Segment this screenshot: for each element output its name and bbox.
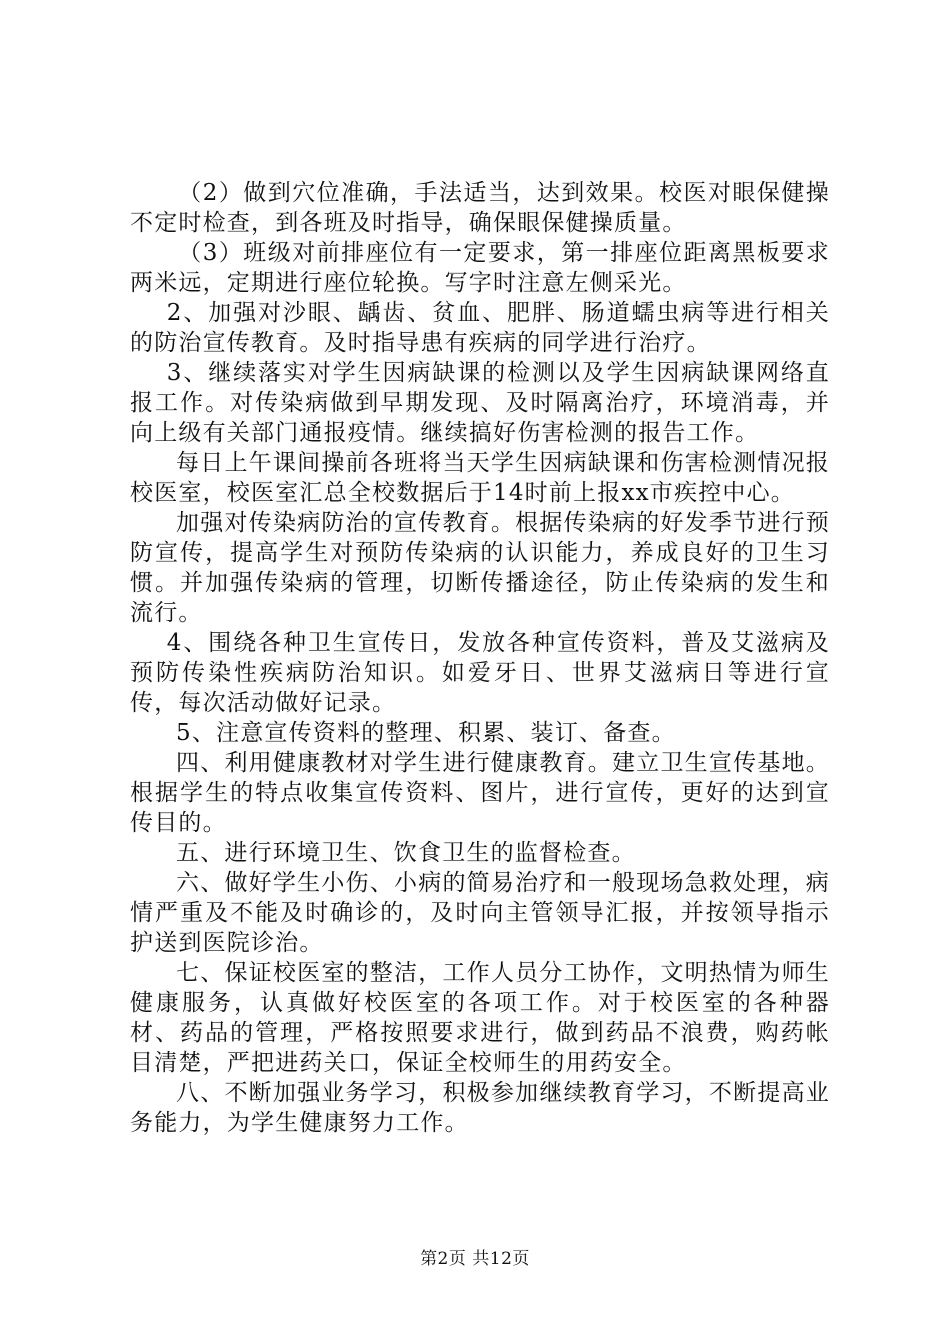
paragraph-daily-report: 每日上午课间操前各班将当天学生因病缺课和伤害检测情况报校医室，校医室汇总全校数据后于14时前上报xx市疾控中心。 [130,450,830,506]
paragraph-infectious-disease: 加强对传染病防治的宣传教育。根据传染病的好发季节进行预防宣传，提高学生对预防传染病的认识能力，养成良好的卫生习惯。并加强传染病的管理，切断传播途径，防止传染病的发生和流行。 [130,510,830,626]
paragraph-item-5: 5、注意宣传资料的整理、积累、装订、备查。 [176,720,676,746]
document-body [130,178,830,1138]
paragraph-section-4: 四、利用健康教材对学生进行健康教育。建立卫生宣传基地。根据学生的特点收集宣传资料、图片，进行宣传，更好的达到宣传目的。 [130,750,830,836]
paragraph-eye-exercise-2: （3）班级对前排座位有一定要求，第一排座位距离黑板要求两米远，定期进行座位轮换。写字时注意左侧采光。 [130,240,830,296]
paragraph-item-4: 4、围绕各种卫生宣传日，发放各种宣传资料，普及艾滋病及预防传染性疾病防治知识。如爱牙日、世界艾滋病日等进行宣传，每次活动做好记录。 [130,630,830,716]
paragraph-item-3: 3、继续落实对学生因病缺课的检测以及学生因病缺课网络直报工作。对传染病做到早期发现、及时隔离治疗，环境消毒，并向上级有关部门通报疫情。继续搞好伤害检测的报告工作。 [130,360,830,446]
paragraph-section-6: 六、做好学生小伤、小病的简易治疗和一般现场急救处理，病情严重及不能及时确诊的，及时向主管领导汇报，并按领导指示护送到医院诊治。 [130,870,830,956]
page-number-footer: 第2页 共12页 [420,1249,530,1269]
paragraph-item-2: 2、加强对沙眼、龋齿、贫血、肥胖、肠道蠕虫病等进行相关的防治宣传教育。及时指导患有疾病的同学进行治疗。 [130,300,830,356]
paragraph-section-8: 八、不断加强业务学习，积极参加继续教育学习，不断提高业务能力，为学生健康努力工作。 [130,1080,830,1136]
paragraph-section-5: 五、进行环境卫生、饮食卫生的监督检查。 [176,840,636,866]
paragraph-section-7: 七、保证校医室的整洁，工作人员分工协作，文明热情为师生健康服务，认真做好校医室的各项工作。对于校医室的各种器材、药品的管理，严格按照要求进行，做到药品不浪费，购药帐目清楚，严把进药关口，保证全校师生的用药安全。 [130,960,830,1076]
paragraph-eye-exercise-1: （2）做到穴位准确，手法适当，达到效果。校医对眼保健操不定时检查，到各班及时指导，确保眼保健操质量。 [130,180,830,236]
